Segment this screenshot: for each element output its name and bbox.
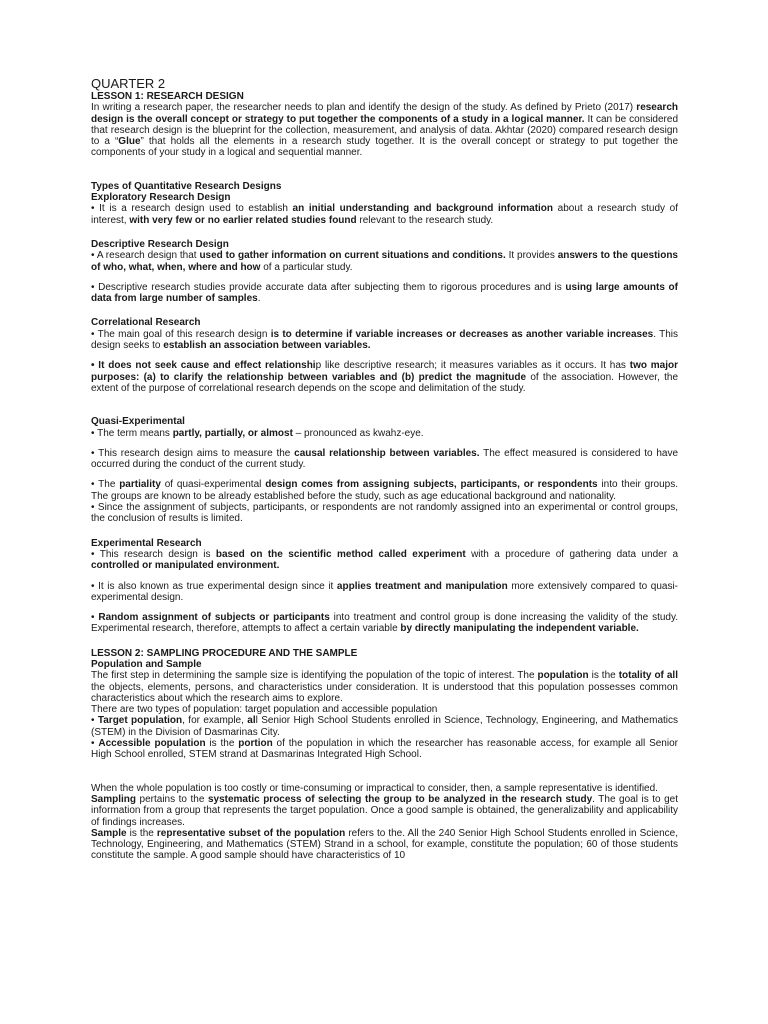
- text-run: The effect measured is considered to have occurred during the conduct of the current study.: [91, 447, 679, 471]
- text-run: • A research design that: [91, 250, 200, 262]
- lesson1-intro: [91, 102, 678, 158]
- text-run: , for example,: [182, 715, 248, 727]
- bold-run: partly, partially, or almost: [172, 427, 293, 439]
- bold-run: Glue: [118, 136, 141, 148]
- population-paragraph-3: [91, 715, 678, 738]
- text-run: There are two types of population: target population and accessible population: [91, 704, 438, 716]
- bold-run: portion: [238, 738, 273, 750]
- bold-run: is to determine if variable increases or decreases as another variable increases: [270, 328, 654, 340]
- bold-run: an initial understanding and background information: [292, 203, 554, 215]
- text-run: . This design seeks to: [91, 328, 678, 352]
- text-run: of the association. However, the extent of the purpose of correlational research depends on the scope and delimitation of the study.: [91, 371, 679, 394]
- bold-run: answers to the questions of who, what, when, where and how: [91, 250, 678, 273]
- text-run: is the: [126, 827, 157, 839]
- descriptive-heading: Descriptive Research Design: [91, 238, 229, 250]
- bold-run: based on the scientific method called experiment: [215, 548, 466, 560]
- quasi-paragraph-2: [91, 448, 678, 471]
- sample-paragraph-1: [91, 783, 678, 794]
- sample-paragraph-2: [91, 828, 678, 862]
- sampling-paragraph: [91, 794, 678, 828]
- text-run: When the whole population is too costly or time-consuming or impractical to consider, then, a sample representative is identified.: [91, 782, 658, 794]
- text-run: It provides: [505, 250, 558, 262]
- text-run: •: [91, 715, 98, 727]
- bold-run: Sampling: [91, 793, 137, 805]
- text-run: •: [91, 612, 99, 624]
- text-run: • The main goal of this research design: [91, 328, 271, 340]
- exploratory-paragraph: [91, 203, 678, 226]
- text-run: about a research study of interest,: [91, 203, 678, 226]
- types-heading: Types of Quantitative Research Designs: [91, 180, 282, 192]
- quasi-heading: Quasi-Experimental: [91, 416, 185, 428]
- text-run: • This research design is: [91, 548, 216, 560]
- descriptive-paragraph-1: [91, 250, 678, 273]
- text-run: • This research design aims to measure the: [91, 447, 295, 459]
- bold-run: totality of all: [618, 670, 678, 682]
- bold-run: Target population: [97, 715, 183, 727]
- bold-run: causal relationship between variables.: [294, 447, 480, 459]
- text-run: The first step in determining the sample size is identifying the population of the topic of interest. The: [91, 670, 538, 682]
- bold-run: using large amounts of data from large number of samples: [91, 281, 678, 305]
- text-run: .: [257, 293, 261, 305]
- text-run: • It is a research design used to establish: [91, 203, 293, 215]
- text-run: pertains to the: [136, 793, 208, 805]
- bold-run: partiality: [119, 479, 161, 491]
- bold-run: with very few or no earlier related studies found: [129, 214, 357, 226]
- bold-run: population: [537, 670, 589, 682]
- text-run: ” that holds all the elements in a research study together. It is the overall concept or strategy to put together the components of your study in a logical and sequential manner.: [91, 136, 679, 159]
- descriptive-paragraph-2: [91, 282, 678, 305]
- bold-run: controlled or manipulated environment.: [91, 560, 280, 572]
- text-run: In writing a research paper, the researcher needs to plan and identify the design of the study. As defined by Prieto (2017): [91, 102, 637, 114]
- lesson2-title: LESSON 2: SAMPLING PROCEDURE AND THE SAMPLE: [91, 647, 358, 659]
- text-run: • The term means: [91, 427, 173, 439]
- bold-run: design comes from assigning subjects, participants, or respondents: [265, 479, 598, 491]
- bold-run: representative subset of the population: [156, 827, 346, 839]
- bold-run: two major purposes: (a) to clarify the relationship between variables and (b) predict the magnitude: [91, 360, 679, 383]
- text-run: • It is also known as true experimental design since it: [91, 580, 337, 592]
- bold-run: systematic process of selecting the group to be analyzed in the research study: [207, 793, 593, 805]
- text-run: of the population in which the researcher has reasonable access, for example all Senior High School enrolled, STEM strand at Dasmarinas Integrated High School.: [91, 738, 678, 761]
- text-run: into treatment and control group is done increasing the validity of the study. Experimental research, therefore, attempts to affect a certain variable: [91, 612, 679, 635]
- population-paragraph-2: [91, 704, 678, 715]
- text-run: refers to the. All the 240 Senior High School Students enrolled in Science, Technology, Engineering, and Mathematics (STEM) Strand in a school, for example, constitute the population; 60 of those students constitute the sample. A good sample should have characteristics of 10: [91, 827, 678, 862]
- text-run: is the: [588, 670, 619, 682]
- bold-run: Accessible population: [98, 738, 206, 750]
- quasi-paragraph-3: [91, 479, 678, 502]
- population-heading: Population and Sample: [91, 658, 202, 670]
- bold-run: establish an association between variables.: [163, 340, 371, 352]
- text-run: with a procedure of gathering data under a: [465, 548, 679, 560]
- text-run: relevant to the research study.: [356, 214, 494, 226]
- text-run: • Descriptive research studies provide accurate data after subjecting them to rigorous procedures and is: [91, 281, 566, 293]
- quarter-title: QUARTER 2: [91, 76, 166, 91]
- text-run: – pronounced as kwahz-eye.: [292, 427, 424, 439]
- experimental-paragraph-1: [91, 549, 678, 572]
- bold-run: Random assignment of subjects or participants: [98, 612, 330, 624]
- text-run: It can be considered that research design is the blueprint for the collection, measurement, and analysis of data. Akhtar (2020) compared research design to a “: [91, 113, 679, 148]
- text-run: p like descriptive research; it measures variables as it occurs. It has: [315, 360, 630, 372]
- experimental-heading: Experimental Research: [91, 537, 202, 549]
- quasi-paragraph-1: [91, 428, 678, 439]
- bold-run: • It does not seek cause and effect relationshi: [91, 360, 316, 372]
- text-run: •: [91, 738, 99, 750]
- text-run: into their groups. The groups are known to be already established before the study, such as age educational background and nationality.: [91, 479, 679, 502]
- text-run: of a particular study.: [260, 261, 353, 273]
- text-run: l Senior High School Students enrolled in Science, Technology, Engineering, and Mathematics (STEM) in the Division of Dasmarinas City.: [91, 715, 679, 738]
- population-paragraph-1: [91, 670, 678, 704]
- correlational-paragraph-2: [91, 360, 678, 394]
- bold-run: applies treatment and manipulation: [336, 580, 508, 592]
- bold-run: used to gather information on current situations and conditions.: [199, 250, 506, 262]
- exploratory-heading: Exploratory Research Design: [91, 192, 231, 204]
- text-run: the objects, elements, persons, and characteristics under consideration. It is understood that this population possesses common characteristics about which the research aims to explore.: [91, 681, 678, 704]
- experimental-paragraph-3: [91, 612, 678, 635]
- text-run: more extensively compared to quasi-experimental design.: [91, 580, 678, 603]
- text-run: . The goal is to get information from a group that represents the target population. Once a good sample is obtained, the generalizability and applicability of findings increases.: [91, 793, 678, 828]
- bold-run: al: [247, 715, 256, 727]
- text-run: of quasi-experimental: [160, 479, 266, 491]
- bold-run: Sample: [91, 827, 127, 839]
- text-run: • Since the assignment of subjects, participants, or respondents are not randomly assigned into an experimental or control groups, the conclusion of results is limited.: [91, 502, 678, 525]
- quasi-paragraph-4: [91, 502, 678, 525]
- bold-run: by directly manipulating the independent variable.: [400, 623, 639, 635]
- text-run: • The: [91, 479, 120, 491]
- text-run: is the: [205, 738, 239, 750]
- population-paragraph-4: [91, 738, 678, 761]
- bold-run: research design is the overall concept or strategy to put together the components of a study in a logical manner.: [91, 102, 678, 125]
- experimental-paragraph-2: [91, 581, 678, 604]
- correlational-heading: Correlational Research: [91, 317, 201, 329]
- correlational-paragraph-1: [91, 329, 678, 352]
- lesson1-title: LESSON 1: RESEARCH DESIGN: [91, 91, 244, 102]
